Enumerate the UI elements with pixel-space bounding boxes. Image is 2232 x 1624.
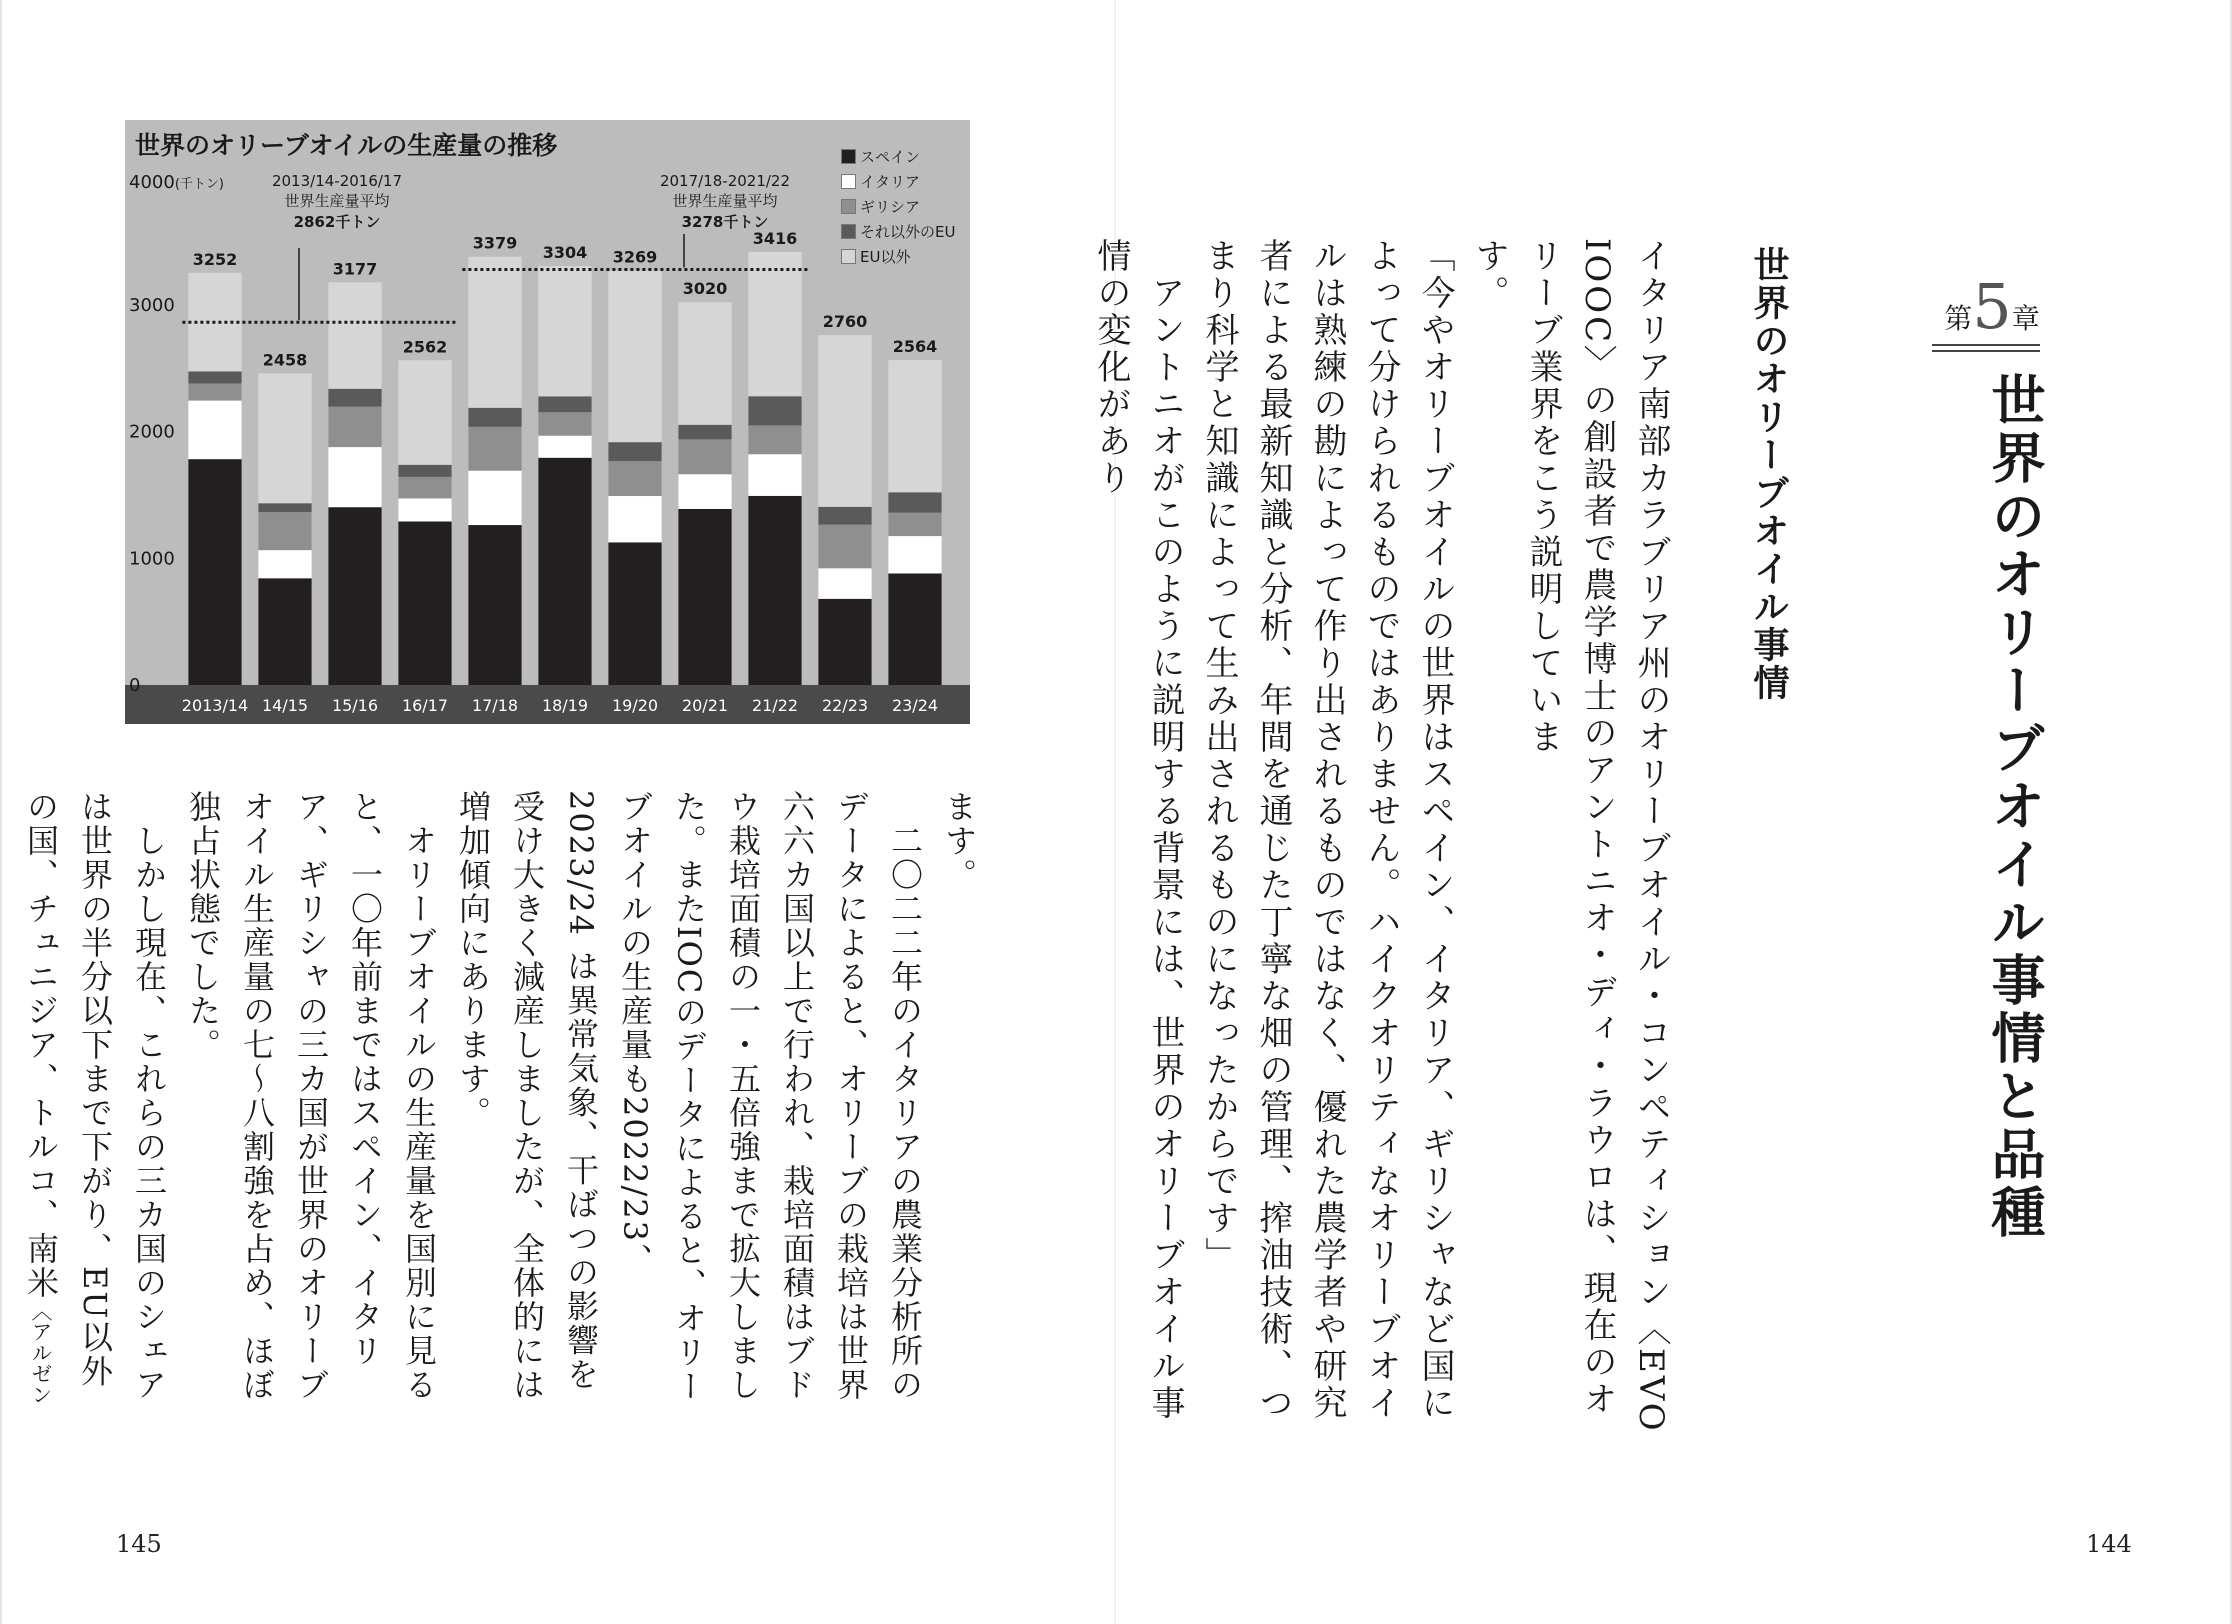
- bar-segment: [328, 282, 381, 388]
- bar-segment: [888, 492, 941, 512]
- x-tick-label: 21/22: [751, 696, 799, 715]
- y-axis-unit: [129, 172, 224, 193]
- y-tick-label: 3000: [129, 294, 175, 316]
- production-chart: [125, 120, 970, 724]
- bar-segment: [678, 439, 731, 474]
- legend-label: イタリア: [860, 173, 921, 191]
- bar-total-label: 2564: [892, 337, 938, 357]
- chapter-prefix: 第: [1944, 302, 1973, 335]
- x-tick-label: 17/18: [471, 696, 519, 715]
- bar-total-label: 3304: [542, 243, 588, 263]
- bar-segment: [608, 542, 661, 685]
- annotation-value: 2862千トン: [293, 213, 381, 231]
- bar-segment: [468, 427, 521, 471]
- right-page-body: イタリア南部カラブリア州のオリーブオイル・コンペティション〈EVO IOOC〉の創設者で農学博士のアントニオ・ディ・ラウロは、現在のオリーブ業界をこう説明していま す。 「今やオリーブオイルの世界はスペイン、イタリア、ギリシャなど国によって分けられるものではありません。ハイクオリティなオリーブオイルは熟練の勘によって作り出されるものではなく、優れた農学者や研究者による最新知識と分析、年間を通じた丁寧な畑の管理、搾油技術、つまり科学と知識によって生み出されるものになったからです」 アントニオがこのように説明する背景には、世界のオリーブオイル事情の変化があり: [1091, 238, 1671, 1434]
- x-tick-label: 23/24: [891, 696, 939, 715]
- bar-segment: [748, 252, 801, 396]
- average-annotation-early: [237, 172, 437, 232]
- y-tick-label: 0: [129, 675, 141, 696]
- bar-segment: [258, 503, 311, 512]
- bar-segment: [748, 396, 801, 425]
- legend-item-greece: [841, 194, 955, 219]
- bar-segment: [818, 568, 871, 599]
- bar-segment: [468, 257, 521, 408]
- bar-segment: [538, 458, 591, 685]
- left-body-main: ます。 二〇二二年のイタリアの農業分析所のデータによると、オリーブの栽培は世界六六カ国以上で行われ、栽培面積はブドウ栽培面積の一・五倍強まで拡大しました。またIOCのデータによると、オリーブオイルの生産量も2022/23、2023/24 は異常気象、干ばつの影響を受け大きく減産しましたが、全体的には増加傾向にあります。 オリーブオイルの生産量を国別に見ると、一〇年前まではスペイン、イタリア、ギリシャの三カ国が世界のオリーブオイル生産量の七～八割強を占め、ほぼ独占状態でした。 しかし現在、これらの三カ国のシェアは世界の半分以下まで下がり、EU以外の国、チュニジア、トルコ、南米: [22, 790, 978, 1404]
- bar-segment: [188, 459, 241, 685]
- bar-total-label: 3379: [472, 233, 518, 253]
- x-tick-label: 22/23: [821, 696, 869, 715]
- bar-segment: [608, 461, 661, 496]
- legend-swatch: [841, 199, 856, 214]
- annotation-caption: 世界生産量平均: [284, 192, 390, 210]
- bar-total-label: 2562: [402, 337, 448, 357]
- bar-segment: [818, 507, 871, 525]
- bar-segment: [328, 407, 381, 448]
- bar-segment: [748, 454, 801, 496]
- chapter-number: 5: [1972, 270, 2012, 343]
- left-body-small: 〈アルゼン: [29, 1300, 53, 1405]
- annotation-value: 3278千トン: [681, 213, 769, 231]
- average-annotation-late: [625, 172, 825, 232]
- bar-segment: [818, 599, 871, 685]
- x-tick-label: 19/20: [611, 696, 659, 715]
- bar-segment: [608, 271, 661, 442]
- chart-title: 世界のオリーブオイルの生産量の推移: [135, 131, 558, 160]
- legend-item-other-eu: [841, 219, 955, 244]
- bar-segment: [328, 389, 381, 407]
- bar-segment: [328, 507, 381, 685]
- bar-segment: [398, 465, 451, 477]
- legend-label: それ以外のEU: [860, 223, 956, 241]
- legend-item-spain: [841, 144, 955, 169]
- bar-segment: [888, 536, 941, 573]
- bar-total-label: 3269: [612, 247, 658, 267]
- bar-segment: [468, 525, 521, 685]
- bar-segment: [888, 573, 941, 685]
- legend-item-non-eu: [841, 244, 955, 269]
- section-heading: 世界のオリーブオイル事情: [1748, 246, 1789, 702]
- bar-total-label: 3252: [192, 249, 238, 269]
- x-tick-label: 20/21: [681, 696, 729, 715]
- bar-segment: [258, 512, 311, 550]
- bar-total-label: 2760: [822, 312, 868, 332]
- bar-segment: [398, 521, 451, 685]
- bar-total-label: 3020: [682, 279, 728, 299]
- bar-segment: [608, 442, 661, 461]
- y-axis-max-label: 4000: [129, 172, 175, 193]
- legend-swatch: [841, 249, 856, 264]
- annotation-caption: 世界生産量平均: [672, 192, 778, 210]
- bar-segment: [538, 396, 591, 412]
- x-tick-label: 2013/14: [181, 696, 249, 715]
- bar-segment: [468, 408, 521, 427]
- x-tick-label: 18/19: [541, 696, 589, 715]
- y-tick-label: 2000: [129, 421, 175, 443]
- legend-swatch: [841, 174, 856, 189]
- bar-segment: [538, 266, 591, 396]
- bar-segment: [608, 496, 661, 542]
- bar-segment: [258, 373, 311, 503]
- chapter-title: 世界のオリーブオイル事情と品種: [1983, 372, 2047, 1242]
- bar-segment: [468, 471, 521, 525]
- bar-segment: [328, 447, 381, 507]
- bar-segment: [888, 513, 941, 536]
- bar-segment: [678, 474, 731, 509]
- legend-swatch: [841, 149, 856, 164]
- bar-segment: [188, 401, 241, 460]
- chart-legend: [841, 144, 955, 269]
- y-axis-unit-label: (千トン): [174, 177, 224, 192]
- chapter-rule-top: [1932, 344, 2040, 346]
- chapter-suffix: 章: [2011, 302, 2040, 335]
- bar-segment: [398, 498, 451, 521]
- bar-segment: [888, 360, 941, 492]
- x-tick-label: 15/16: [331, 696, 379, 715]
- bar-total-label: 3177: [332, 259, 378, 279]
- bar-total-label: 2458: [262, 350, 308, 370]
- legend-label: スペイン: [860, 148, 921, 166]
- bar-segment: [678, 509, 731, 685]
- bar-segment: [538, 412, 591, 435]
- chapter-label: [1932, 270, 2052, 343]
- bar-segment: [188, 371, 241, 383]
- bar-segment: [818, 335, 871, 507]
- bar-segment: [258, 578, 311, 685]
- legend-label: EU以外: [860, 248, 911, 266]
- y-tick-label: 1000: [129, 548, 175, 570]
- bar-segment: [748, 425, 801, 454]
- x-tick-label: 14/15: [261, 696, 309, 715]
- chapter-rule-bottom: [1932, 350, 2040, 352]
- bar-segment: [818, 525, 871, 569]
- bar-total-label: 3416: [752, 229, 798, 249]
- bar-segment: [538, 436, 591, 458]
- page-number-left: 145: [116, 1530, 162, 1558]
- bar-segment: [398, 360, 451, 465]
- legend-label: ギリシア: [860, 198, 921, 216]
- annotation-period: 2013/14-2016/17: [271, 172, 403, 190]
- bar-segment: [748, 496, 801, 685]
- legend-swatch: [841, 224, 856, 239]
- annotation-period: 2017/18-2021/22: [659, 172, 791, 190]
- page-number-right: 144: [2086, 1530, 2132, 1558]
- bar-segment: [398, 477, 451, 499]
- x-tick-label: 16/17: [401, 696, 449, 715]
- left-page-body: [0, 790, 986, 1410]
- legend-item-italy: [841, 169, 955, 194]
- bar-segment: [678, 425, 731, 440]
- bar-segment: [258, 550, 311, 578]
- bar-segment: [188, 383, 241, 400]
- bar-segment: [678, 302, 731, 425]
